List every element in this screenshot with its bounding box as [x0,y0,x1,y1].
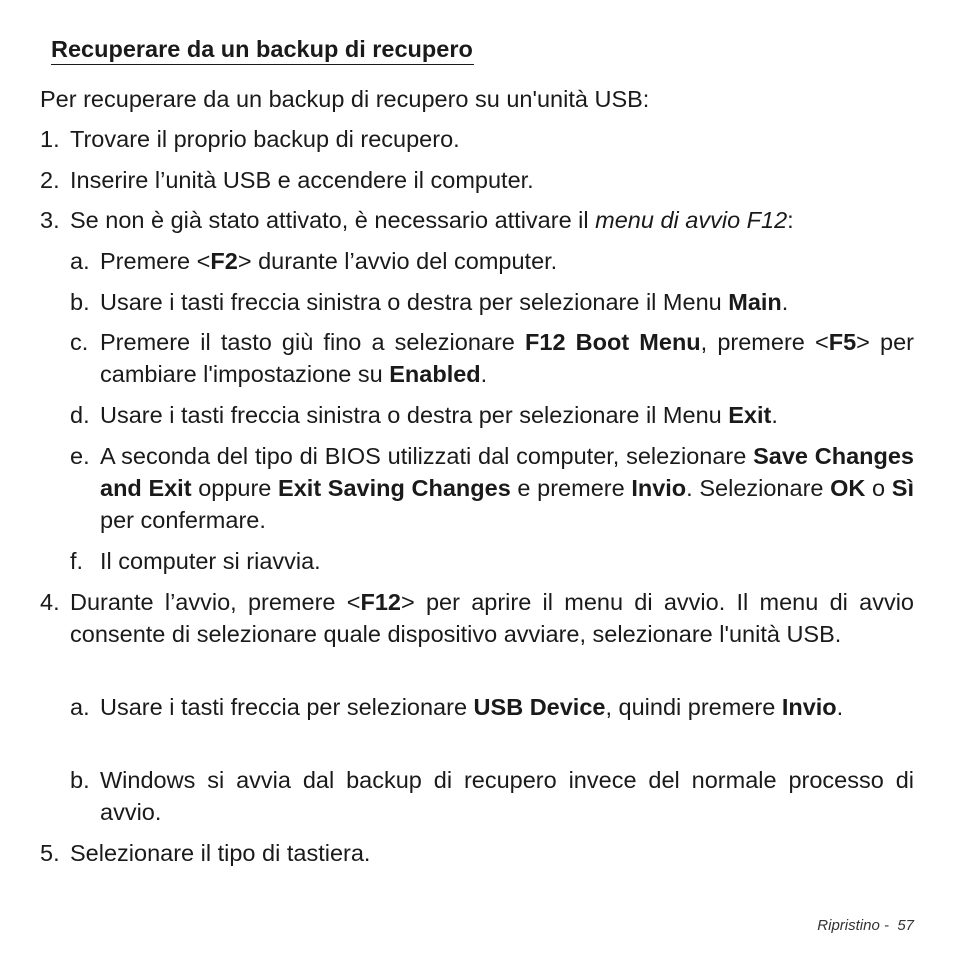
substep-4a [70,691,914,723]
substep-text: Il computer si riavvia. [100,548,321,574]
substep-marker: c. [70,329,89,355]
step-text: Se non è già stato attivato, è necessario attivare il menu di avvio F12: [70,207,794,233]
emphasis-text: menu di avvio F12 [595,207,788,233]
substep-marker: b. [70,767,90,793]
substep-3a [70,245,914,277]
page-footer [817,917,914,934]
step-marker: 5. [40,840,60,866]
substep-3f [70,545,914,577]
substep-text: Premere <F2> durante l’avvio del computer. [100,248,558,274]
option-label: OK [830,475,866,501]
substep-text: Usare i tasti freccia sinistra o destra per selezionare il Menu Exit. [100,402,778,428]
substep-marker: b. [70,289,90,315]
step-text: Inserire l’unità USB e accendere il computer. [70,167,534,193]
step-marker: 1. [40,126,60,152]
key-label: F2 [210,248,238,274]
step-text: Selezionare il tipo di tastiera. [70,840,371,866]
substep-3c [70,326,914,390]
substep-marker: a. [70,694,90,720]
key-label: Invio [631,475,687,501]
menu-name: Main [728,289,782,315]
step-text: Durante l’avvio, premere <F12> per aprire il menu di avvio. Il menu di avvio consente di selezionare quale dispositivo avviare, selezionare l'unità USB. [70,589,914,647]
intro-paragraph: Per recuperare da un backup di recupero su un'unità USB: [40,86,650,112]
substep-3b [70,286,914,318]
step-2 [40,164,914,196]
substep-marker: e. [70,443,90,469]
key-label: Invio [781,694,837,720]
step-text: Trovare il proprio backup di recupero. [70,126,460,152]
substep-text: Usare i tasti freccia sinistra o destra per selezionare il Menu Main. [100,289,789,315]
step-5 [40,837,914,869]
substep-text: Windows si avvia dal backup di recupero invece del normale processo di avvio. [100,767,914,825]
step-3 [40,204,914,236]
key-label: F12 [360,589,401,615]
step-marker: 4. [40,589,60,615]
footer-section: Ripristino - [817,917,889,934]
step-marker: 2. [40,167,60,193]
menu-option: F12 Boot Menu [525,329,701,355]
step-4 [40,586,914,650]
option-label: Sì [891,475,914,501]
page-number: 57 [897,917,914,934]
substep-text: Premere il tasto giù fino a selezionare F12 Boot Menu, premere <F5> per cambiare l'impostazione su Enabled. [100,329,914,387]
substep-3e [70,440,914,536]
menu-option: Exit Saving Changes [278,475,511,501]
section-heading: Recuperare da un backup di recupero [51,34,474,65]
substep-marker: d. [70,402,90,428]
substep-text: Usare i tasti freccia per selezionare USB Device, quindi premere Invio. [100,694,844,720]
substep-text: A seconda del tipo di BIOS utilizzati dal computer, selezionare Save Changes and Exit oppure Exit Saving Changes e premere Invio. Selezionare OK o Sì per confermare. [100,443,915,533]
step-1 [40,123,914,155]
key-label: F5 [828,329,857,355]
setting-value: Enabled [389,361,481,387]
substep-3d [70,399,914,431]
menu-option: USB Device [473,694,606,720]
step-marker: 3. [40,207,60,233]
menu-name: Exit [728,402,772,428]
substep-4b [70,764,914,828]
menu-option: Save Changes and Exit [100,443,915,501]
substep-marker: a. [70,248,90,274]
substep-marker: f. [70,548,84,574]
